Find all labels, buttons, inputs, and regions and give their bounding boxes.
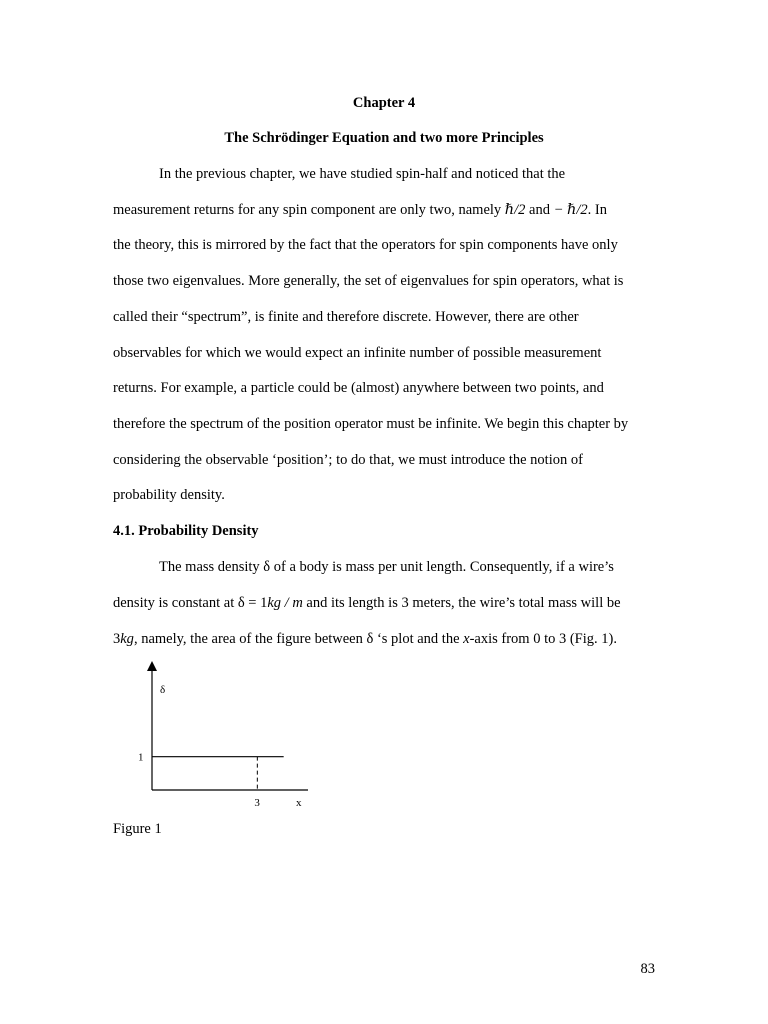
text-line: called their “spectrum”, is finite and therefore discrete. However, there are other	[113, 309, 579, 325]
text-line: therefore the spectrum of the position operator must be infinite. We begin this chapter by	[113, 416, 629, 432]
page-number: 83	[640, 961, 655, 977]
text-line: those two eigenvalues. More generally, the set of eigenvalues for spin operators, what is	[113, 273, 624, 289]
text-line: probability density.	[113, 487, 225, 503]
text-line: the theory, this is mirrored by the fact that the operators for spin components have only	[113, 237, 618, 253]
chapter-label: Chapter 4	[352, 95, 416, 111]
text-line: returns. For example, a particle could be (almost) anywhere between two points, and	[113, 380, 604, 396]
y-axis-label: δ	[160, 684, 166, 696]
figure-1-plot	[120, 655, 320, 815]
text-line: 3kg, namely, the area of the figure between δ ‘s plot and the x-axis from 0 to 3 (Fig. 1).	[113, 631, 617, 647]
text-line: considering the observable ‘position’; to do that, we must introduce the notion of	[113, 452, 583, 468]
text-line: The mass density δ of a body is mass per unit length. Consequently, if a wire’s	[159, 559, 614, 575]
minus-hbar-half: − ℏ/2	[553, 202, 588, 218]
y-axis-arrow-icon	[147, 661, 157, 671]
hbar-half: ℏ/2	[504, 202, 526, 218]
chapter-title: The Schrödinger Equation and two more Principles	[224, 130, 544, 146]
x-axis-label: x	[296, 797, 302, 809]
figure-caption: Figure 1	[113, 821, 162, 837]
text-line: density is constant at δ = 1kg / m and its length is 3 meters, the wire’s total mass will be	[113, 595, 621, 611]
text-line: observables for which we would expect an infinite number of possible measurement	[113, 345, 602, 361]
section-heading: 4.1. Probability Density	[113, 523, 259, 539]
text-line: In the previous chapter, we have studied spin-half and noticed that the	[159, 166, 566, 182]
x-tick-label: 3	[254, 797, 260, 809]
text-line: measurement returns for any spin component are only two, namely ℏ/2 and − ℏ/2. In	[113, 202, 607, 218]
y-tick-label: 1	[138, 751, 144, 764]
